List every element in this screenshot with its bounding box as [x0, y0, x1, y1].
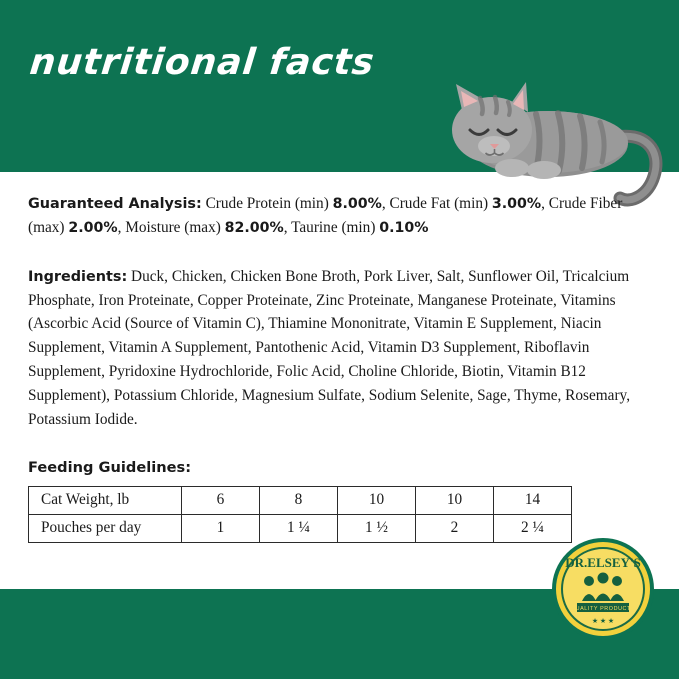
- table-row: [29, 486, 572, 514]
- table-cell: 2 ¼: [494, 514, 572, 542]
- guaranteed-analysis: [28, 192, 651, 240]
- header-banner: [0, 0, 679, 172]
- ingredients-paragraph: [28, 265, 651, 432]
- table-cell: 1: [182, 514, 260, 542]
- table-cell: 6: [182, 486, 260, 514]
- row-header: Pouches per day: [29, 514, 182, 542]
- logo-brand-text: DR.ELSEY'S: [565, 555, 641, 570]
- nutrition-content: [0, 172, 679, 543]
- feeding-guidelines-table: [28, 486, 572, 543]
- svg-text:★ ★ ★: ★ ★ ★: [591, 617, 615, 625]
- table-row: [29, 514, 572, 542]
- ingredients-label: Ingredients:: [28, 268, 128, 285]
- table-cell: 1 ¼: [260, 514, 338, 542]
- guaranteed-analysis-label: Guaranteed Analysis:: [28, 196, 202, 212]
- logo-tagline-text: QUALITY PRODUCTS: [570, 606, 636, 612]
- table-cell: 10: [338, 486, 416, 514]
- ingredients-text: Duck, Chicken, Chicken Bone Broth, Pork Liver, Salt, Sunflower Oil, Tricalcium Phosphate, Iron Proteinate, Copper Proteinate, Zinc Proteinate, Manganese Proteinate, Vitamins (Ascorbic Acid (Source of Vitamin C), Thiamine Mononitrate, Vitamin E Supplement, Niacin Supplement, Vitamin A Supplement, Pantothenic Acid, Vitamin D3 Supplement, Riboflavin Supplement, Pyridoxine Hydrochloride, Folic Acid, Choline Chloride, Biotin, Vitamin B12 Supplement), Potassium Chloride, Magnesium Sulfate, Sodium Selenite, Sage, Thyme, Rosemary, Potassium Iodide.: [28, 267, 631, 428]
- table-cell: 10: [416, 486, 494, 514]
- table-cell: 1 ½: [338, 514, 416, 542]
- table-cell: 14: [494, 486, 572, 514]
- page-title: nutritional facts: [27, 42, 377, 83]
- row-header: Cat Weight, lb: [29, 486, 182, 514]
- dr-elseys-logo: [551, 537, 655, 641]
- table-cell: 2: [416, 514, 494, 542]
- feeding-guidelines-label: Feeding Guidelines:: [28, 458, 192, 476]
- table-cell: 8: [260, 486, 338, 514]
- guaranteed-analysis-text: Crude Protein (min) 8.00%, Crude Fat (min) 3.00%, Crude Fiber (max) 2.00%, Moisture (max) 82.00%, Taurine (min) 0.10%: [28, 195, 623, 236]
